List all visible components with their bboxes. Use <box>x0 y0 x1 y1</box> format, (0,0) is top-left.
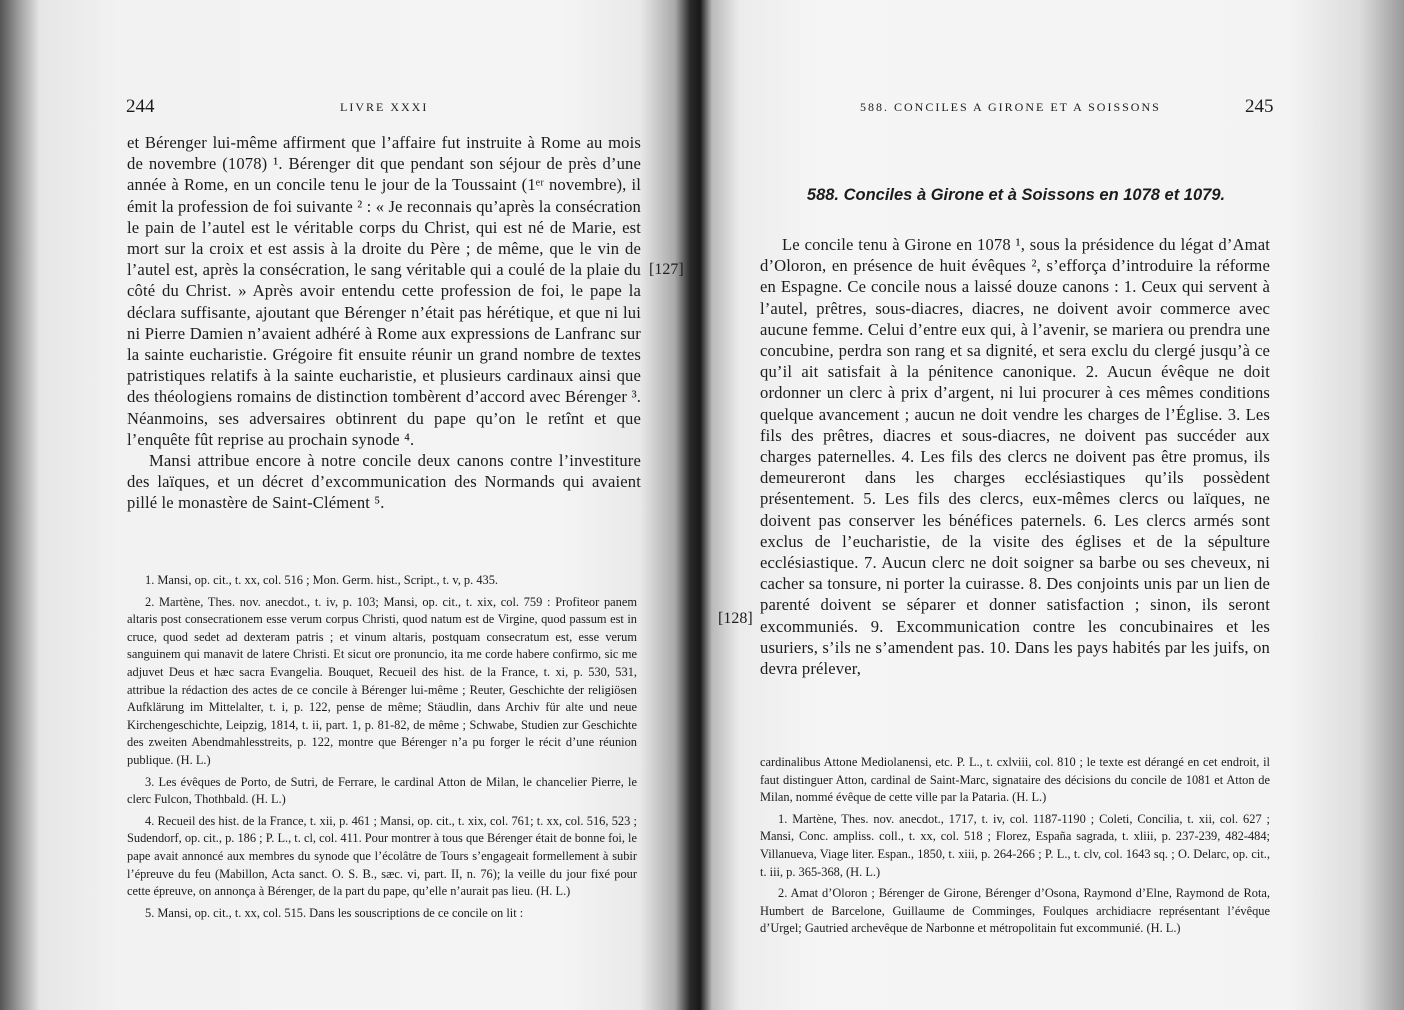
running-head: 588. CONCILES A GIRONE ET A SOISSONS <box>860 100 1161 114</box>
footnote: 2. Martène, Thes. nov. anecdot., t. iv, p. 103; Mansi, op. cit., t. xix, col. 759 : Profiteor panem altaris post consecrationem esse verum corpus Christi, quod natum est de Virgine, quod passum est in cruce, quod sedet ad dexteram patris ; et vinum altaris, postquam consecratum est, esse verum sanguinem qui manavit de latere Christi. Et sicut ore pronuncio, ita me corde habere confirmo, sic me adjuvet Deus et hæc sacra Evangelia. Bouquet, Recueil des hist. de la France, t. xi, p. 530, 531, attribue la rédaction des actes de ce concile à Bérenger lui-même ; Reuter, Geschichte der religiösen Aufklärung im Mittelalter, t. i, p. 122, pense de même; Stäudlin, dans Archiv für alte und neue Kirchengeschichte, Leipzig, 1814, t. ii, part. 1, p. 81-82, de même ; Schwabe, Studien zur Geschichte des zweiten Abendmahlesstreits, p. 122, montre que Bérenger n’a pu forger le récit d’une réunion publique. (H. L.) <box>127 594 637 767</box>
page-number: 244 <box>126 96 155 117</box>
footnotes <box>760 754 1270 942</box>
footnote: 4. Recueil des hist. de la France, t. xii, p. 461 ; Mansi, op. cit., t. xix, col. 761; t. xx, col. 516, 523 ; Sudendorf, op. cit., p. 186 ; P. L., t. cl, col. 411. Pour montrer à tous que Bérenger était de bonne foi, le pape avait annoncé aux membres du synode que l’écolâtre de Tours s’engageait formellement à subir l’épreuve du feu (Mabillon, Acta sanct. O. S. B., sæc. vi, part. II, n. 76); la veille du jour fixé pour cette épreuve, on annonça à Bérenger, de la part du pape, qu’elle n’aurait pas lieu. (H. L.) <box>127 813 637 899</box>
paragraph: Mansi attribue encore à notre concile deux canons contre l’investiture des laïques, et un décret d’excommunication des Normands qui avaient pillé le monastère de Saint-Clément ⁵. <box>127 451 641 513</box>
paragraph: Le concile tenu à Girone en 1078 ¹, sous la présidence du légat d’Amat d’Oloron, en présence de huit évêques ², s’efforça d’introduire la réforme en Espagne. Ce concile nous a laissé douze canons : 1. Ceux qui servent à l’autel, prêtres, sous-diacres, diacres, ne doivent avoir commerce avec aucune femme. Celui d’entre eux qui, à l’avenir, se mariera ou prendra une concubine, perdra son rang et sa dignité, et sera exclu du clergé jusqu’à ce qu’il ait satisfait à la pénitence canonique. 2. Aucun évêque ne doit ordonner un clerc à prix d’argent, ni lui procurer à ces mêmes conditions quelque avancement ; aucun ne doit vendre les charges de l’Église. 3. Les fils des prêtres, diacres et sous-diacres, ne doivent pas succéder aux charges paternelles. 4. Les fils des clercs ne doivent pas être promus, ils demeureront dans les charges ecclésiastiques qu’ils possèdent présentement. 5. Les fils des clercs, eux-mêmes clercs ou laïques, ne doivent pas conserver les bénéfices paternels. 6. Les clercs armés sont exclus de l’eucharistie, de la visite des églises et de la sépulture ecclésiastique. 7. Aucun clerc ne doit soigner sa barbe ou ses cheveux, ni cacher sa tonsure, ni porter la cuirasse. 8. Des conjoints unis par un lien de parenté doivent se séparer et donner satisfaction ; sinon, ils seront excommuniés. 9. Excommunication contre les concubinaires et les usuriers, s’ils ne s’amendent pas. 10. Dans les pays habités par les juifs, on devra prélever, <box>760 235 1270 679</box>
page-number: 245 <box>1245 96 1274 117</box>
margin-number: [128] <box>718 610 753 627</box>
paragraph: et Bérenger lui-même affirment que l’affaire fut instruite à Rome au mois de novembre (1078) ¹. Bérenger dit que pendant son séjour de près d’une année à Rome, en un concile tenu le jour de la Toussaint (1ᵉʳ novembre), il émit la profession de foi suivante ² : « Je reconnais qu’après la consécration le pain de l’autel est le véritable corps du Christ, qui est né de Marie, est mort sur la croix et est assis à la droite du Père ; de même, que le vin de l’autel est, après la consécration, le sang véritable qui a coulé de la plaie du côté du Christ. » Après avoir entendu cette profession de foi, le pape la déclara suffisante, ajoutant que Bérenger n’était pas hérétique, et que ni lui ni Pierre Damien n’avaient adhéré à Rome aux expressions de Lanfranc sur la sainte eucharistie. Grégoire fit ensuite réunir un grand nombre de textes patristiques relatifs à la sainte eucharistie, et plusieurs cardinaux ainsi que des théologiens romains de distinction tombèrent d’accord avec Bérenger ³. Néanmoins, ses adversaires obtinrent du pape qu’on le retînt et que l’enquête fût reprise au prochain synode ⁴. <box>127 133 641 449</box>
running-head: LIVRE XXXI <box>340 100 429 114</box>
left-page <box>0 0 690 1010</box>
footnote: 5. Mansi, op. cit., t. xx, col. 515. Dans les souscriptions de ce concile on lit : <box>145 905 524 920</box>
right-page <box>700 0 1404 1010</box>
footnote: cardinalibus Attone Mediolanensi, etc. P. L., t. cxlviii, col. 810 ; le texte est dérangé en cet endroit, il faut distinguer Atton, cardinal de Saint-Marc, signataire des décisions du concile de 1081 et Atton de Milan, nommé évêque de cette ville par la Pataria. (H. L.) <box>760 755 1270 805</box>
footnote: 1. Martène, Thes. nov. anecdot., 1717, t. iv, col. 1187-1190 ; Coleti, Concilia, t. xii, col. 627 ; Mansi, Conc. ampliss. coll., t. xx, col. 518 ; Florez, España sagrada, t. xliii, p. 237-239, 482-484; Villanueva, Viage liter. Espan., 1850, t. xiii, p. 264-266 ; P. L., t. clv, col. 1643 sq. ; O. Delarc, op. cit., t. iii, p. 365-368, (H. L.) <box>760 811 1270 879</box>
main-text <box>127 132 641 514</box>
section-title: 588. Conciles à Girone et à Soissons en 1078 et 1079. <box>806 186 1226 204</box>
footnote: 1. Mansi, op. cit., t. xx, col. 516 ; Mon. Germ. hist., Script., t. v, p. 435. <box>145 573 498 587</box>
footnotes <box>127 572 637 926</box>
footnote: 3. Les évêques de Porto, de Sutri, de Ferrare, le cardinal Atton de Milan, le chancelier Pierre, le clerc Fulcon, Thothbald. (H. L.) <box>127 774 637 807</box>
footnote: 2. Amat d’Oloron ; Bérenger de Girone, Bérenger d’Osona, Raymond d’Elne, Raymond de Rota, Humbert de Barcelone, Guillaume de Comminges, Foulques archidiacre représentant l’évêque d’Urgel; Gautried archevêque de Narbonne et métropolitain fut excommunié. (H. L.) <box>760 886 1270 936</box>
margin-number: [127] <box>649 261 684 278</box>
main-text <box>760 234 1270 679</box>
